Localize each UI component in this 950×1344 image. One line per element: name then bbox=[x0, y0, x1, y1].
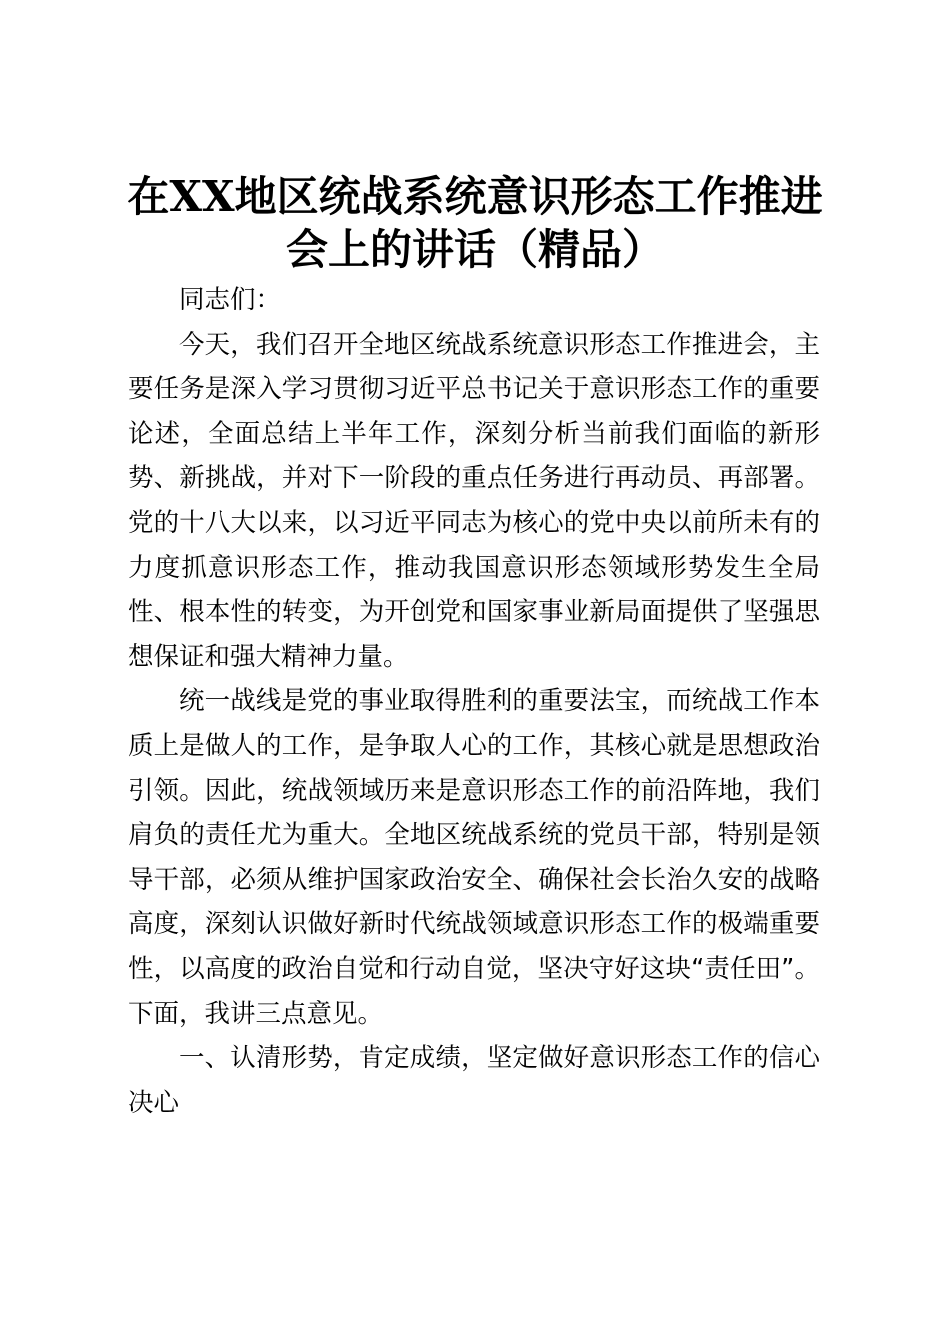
salutation: 同志们： bbox=[179, 285, 282, 315]
paragraph-2: 统一战线是党的事业取得胜利的重要法宝，而统战工作本质上是做人的工作，是争取人心的工作，其核心就是思想政治引领。因此，统战领域历来是意识形态工作的前沿阵地，我们肩负的责任尤为重大。全地区统战系统的党员干部，特别是领导干部，必须从维护国家政治安全、确保社会长治久安的战略高度，深刻认识做好新时代统战领域意识形态工作的极端重要性，以高度的政治自觉和行动自觉，坚决守好这块“责任田”。下面，我讲三点意见。 bbox=[128, 686, 820, 1029]
document-body bbox=[128, 278, 820, 1125]
section-heading-1: 一、认清形势，肯定成绩，坚定做好意识形态工作的信心决心 bbox=[128, 1043, 820, 1118]
title-line-1: 在XX地区统战系统意识形态工作推进 bbox=[127, 172, 823, 221]
document-title bbox=[120, 170, 830, 276]
title-line-2: 会上的讲话（精品） bbox=[285, 225, 664, 274]
paragraph-1: 今天，我们召开全地区统战系统意识形态工作推进会，主要任务是深入学习贯彻习近平总书记关于意识形态工作的重要论述，全面总结上半年工作，深刻分析当前我们面临的新形势、新挑战，并对下一阶段的重点任务进行再动员、再部署。党的十八大以来，以习近平同志为核心的党中央以前所未有的力度抓意识形态工作，推动我国意识形态领域形势发生全局性、根本性的转变，为开创党和国家事业新局面提供了坚强思想保证和强大精神力量。 bbox=[128, 329, 820, 672]
